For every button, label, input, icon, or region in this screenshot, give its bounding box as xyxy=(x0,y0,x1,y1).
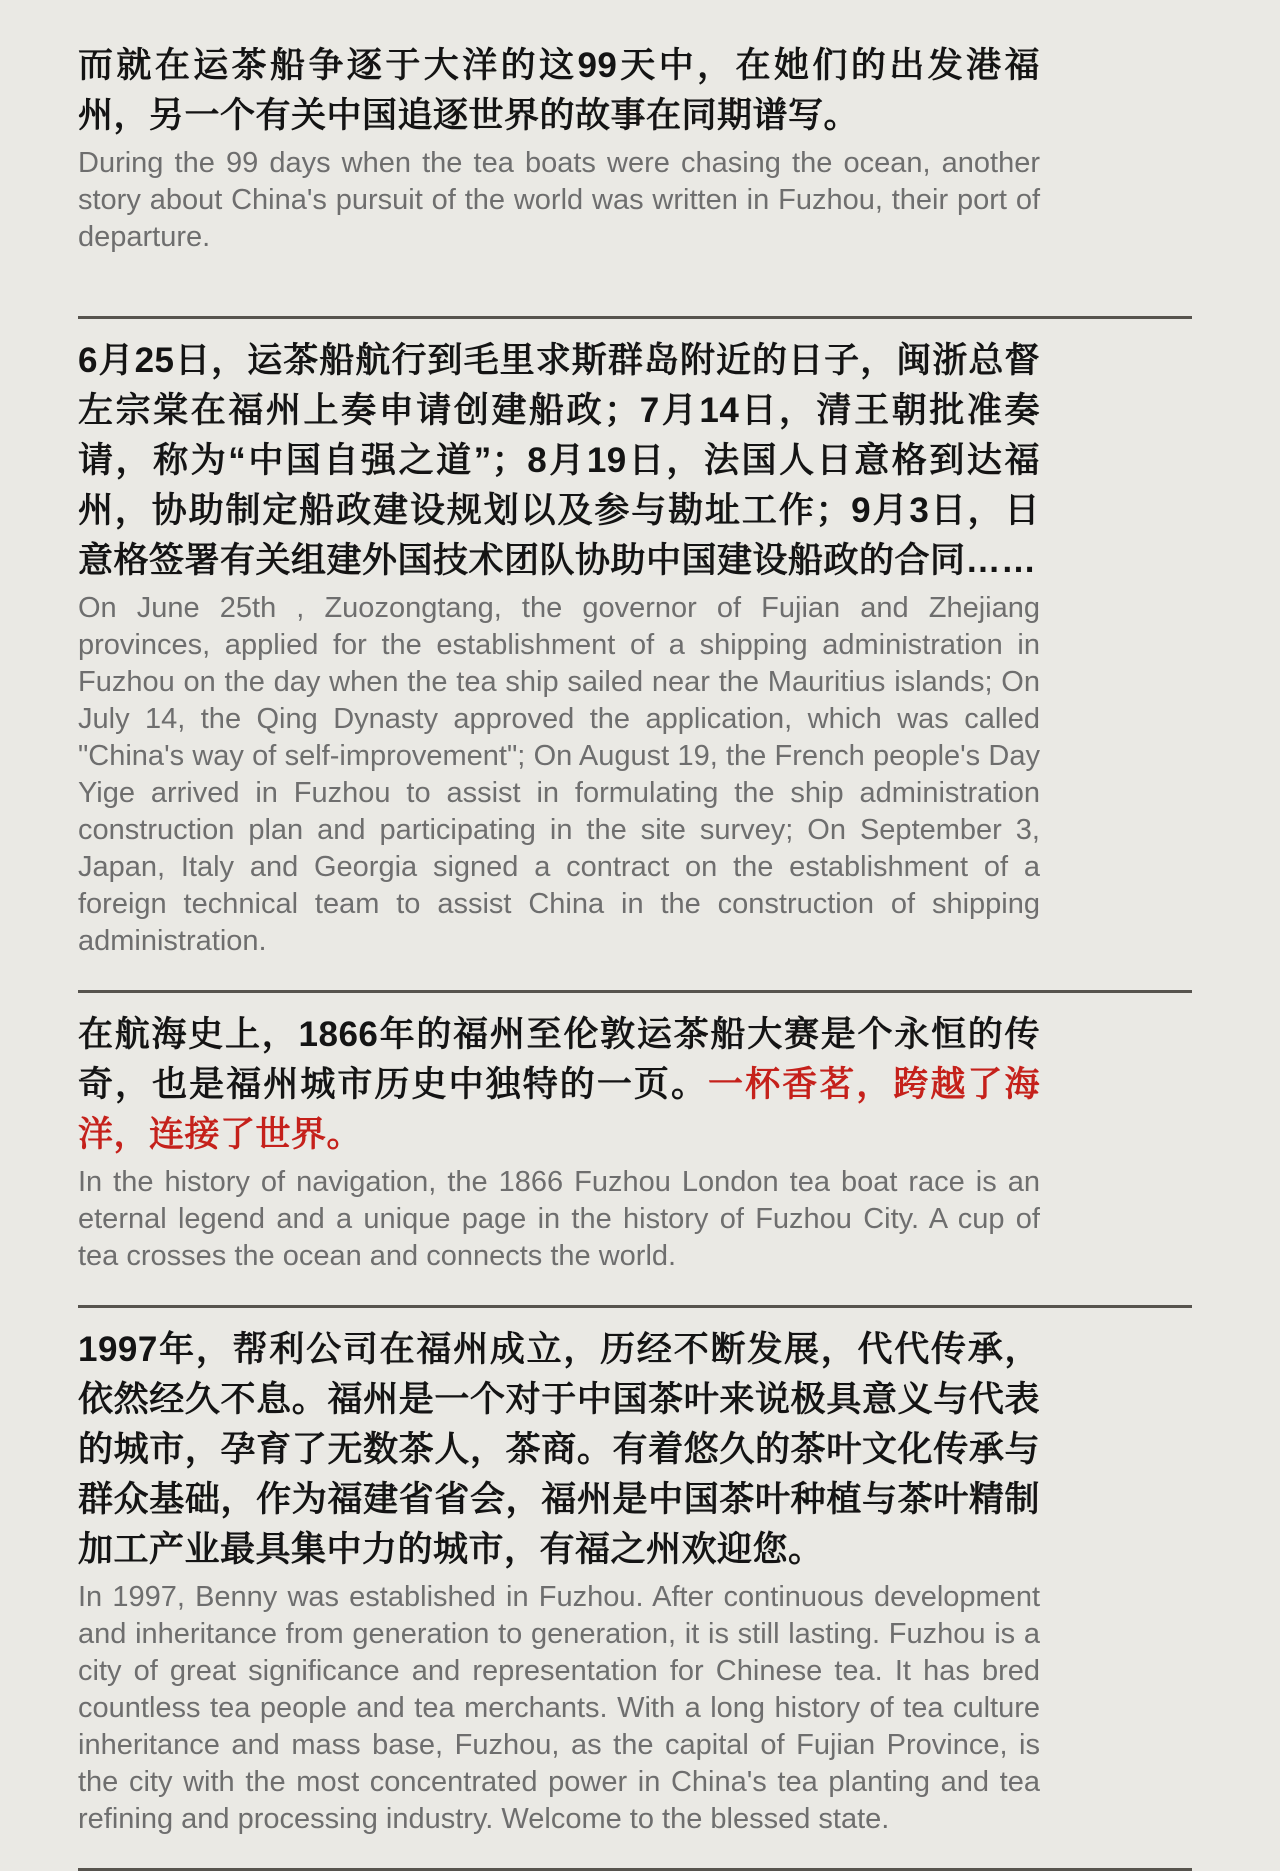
english-translation: In the history of navigation, the 1866 Fuzhou London tea boat race is an eternal legend and a unique page in the history of Fuzhou City. A cup of tea crosses the ocean and connects the world. xyxy=(78,1166,1040,1272)
story-section-benny-1997 xyxy=(78,1325,1198,1838)
chinese-text: 在航海史上，1866年的福州至伦敦运茶船大赛是个永恒的传奇，也是福州城市历史中独特的一页。 xyxy=(78,1015,1040,1104)
chinese-text: 而就在运茶船争逐于大洋的这99天中，在她们的出发港福州，另一个有关中国追逐世界的故事在同期谱写。 xyxy=(78,46,1040,135)
chinese-paragraph xyxy=(78,336,1040,586)
chinese-text: 6月25日，运茶船航行到毛里求斯群岛附近的日子，闽浙总督左宗棠在福州上奏申请创建船政；7月14日，清王朝批准奏请，称为“中国自强之道”；8月19日，法国人日意格到达福州，协助制定船政建设规划以及参与勘址工作；9月3日，日意格签署有关组建外国技术团队协助中国建设船政的合同…… xyxy=(78,341,1040,580)
english-translation: During the 99 days when the tea boats were chasing the ocean, another story about China's pursuit of the world was written in Fuzhou, their port of departure. xyxy=(78,147,1040,253)
story-section-tea-race-days xyxy=(78,41,1198,256)
chinese-highlight-text: 一杯香茗，跨越了海洋，连接了世界。 xyxy=(78,1065,1040,1154)
chinese-text: 1997年，帮利公司在福州成立，历经不断发展，代代传承，依然经久不息。福州是一个对于中国茶叶来说极具意义与代表的城市，孕育了无数茶人，茶商。有着悠久的茶叶文化传承与群众基础，作为福建省省会，福州是中国茶叶种植与茶叶精制加工产业最具集中力的城市，有福之州欢迎您。 xyxy=(78,1330,1040,1569)
english-translation: In 1997, Benny was established in Fuzhou. After continuous development and inheritance from generation to generation, it is still lasting. Fuzhou is a city of great significance and representation for Chinese tea. It has bred countless tea people and tea merchants. With a long history of tea culture inheritance and mass base, Fuzhou, as the capital of Fujian Province, is the city with the most concentrated power in China's tea planting and tea refining and processing industry. Welcome to the blessed state. xyxy=(78,1581,1040,1835)
chinese-paragraph xyxy=(78,1325,1040,1575)
english-translation: On June 25th , Zuozongtang, the governor of Fujian and Zhejiang provinces, applied for the establishment of a shipping administration in Fuzhou on the day when the tea ship sailed near the Mauritius islands; On July 14, the Qing Dynasty approved the application, which was called "China's way of self-improvement"; On August 19, the French people's Day Yige arrived in Fuzhou to assist in formulating the ship administration construction plan and participating in the site survey; On September 3, Japan, Italy and Georgia signed a contract on the establishment of a foreign technical team to assist China in the construction of shipping administration. xyxy=(78,592,1040,957)
story-section-1866-legend xyxy=(78,1010,1198,1275)
section-divider xyxy=(78,1305,1192,1308)
section-divider xyxy=(78,316,1192,319)
chinese-paragraph xyxy=(78,41,1040,141)
tea-history-article xyxy=(78,41,1198,1871)
story-section-shipping-administration xyxy=(78,336,1198,960)
chinese-paragraph xyxy=(78,1010,1040,1160)
section-divider xyxy=(78,990,1192,993)
